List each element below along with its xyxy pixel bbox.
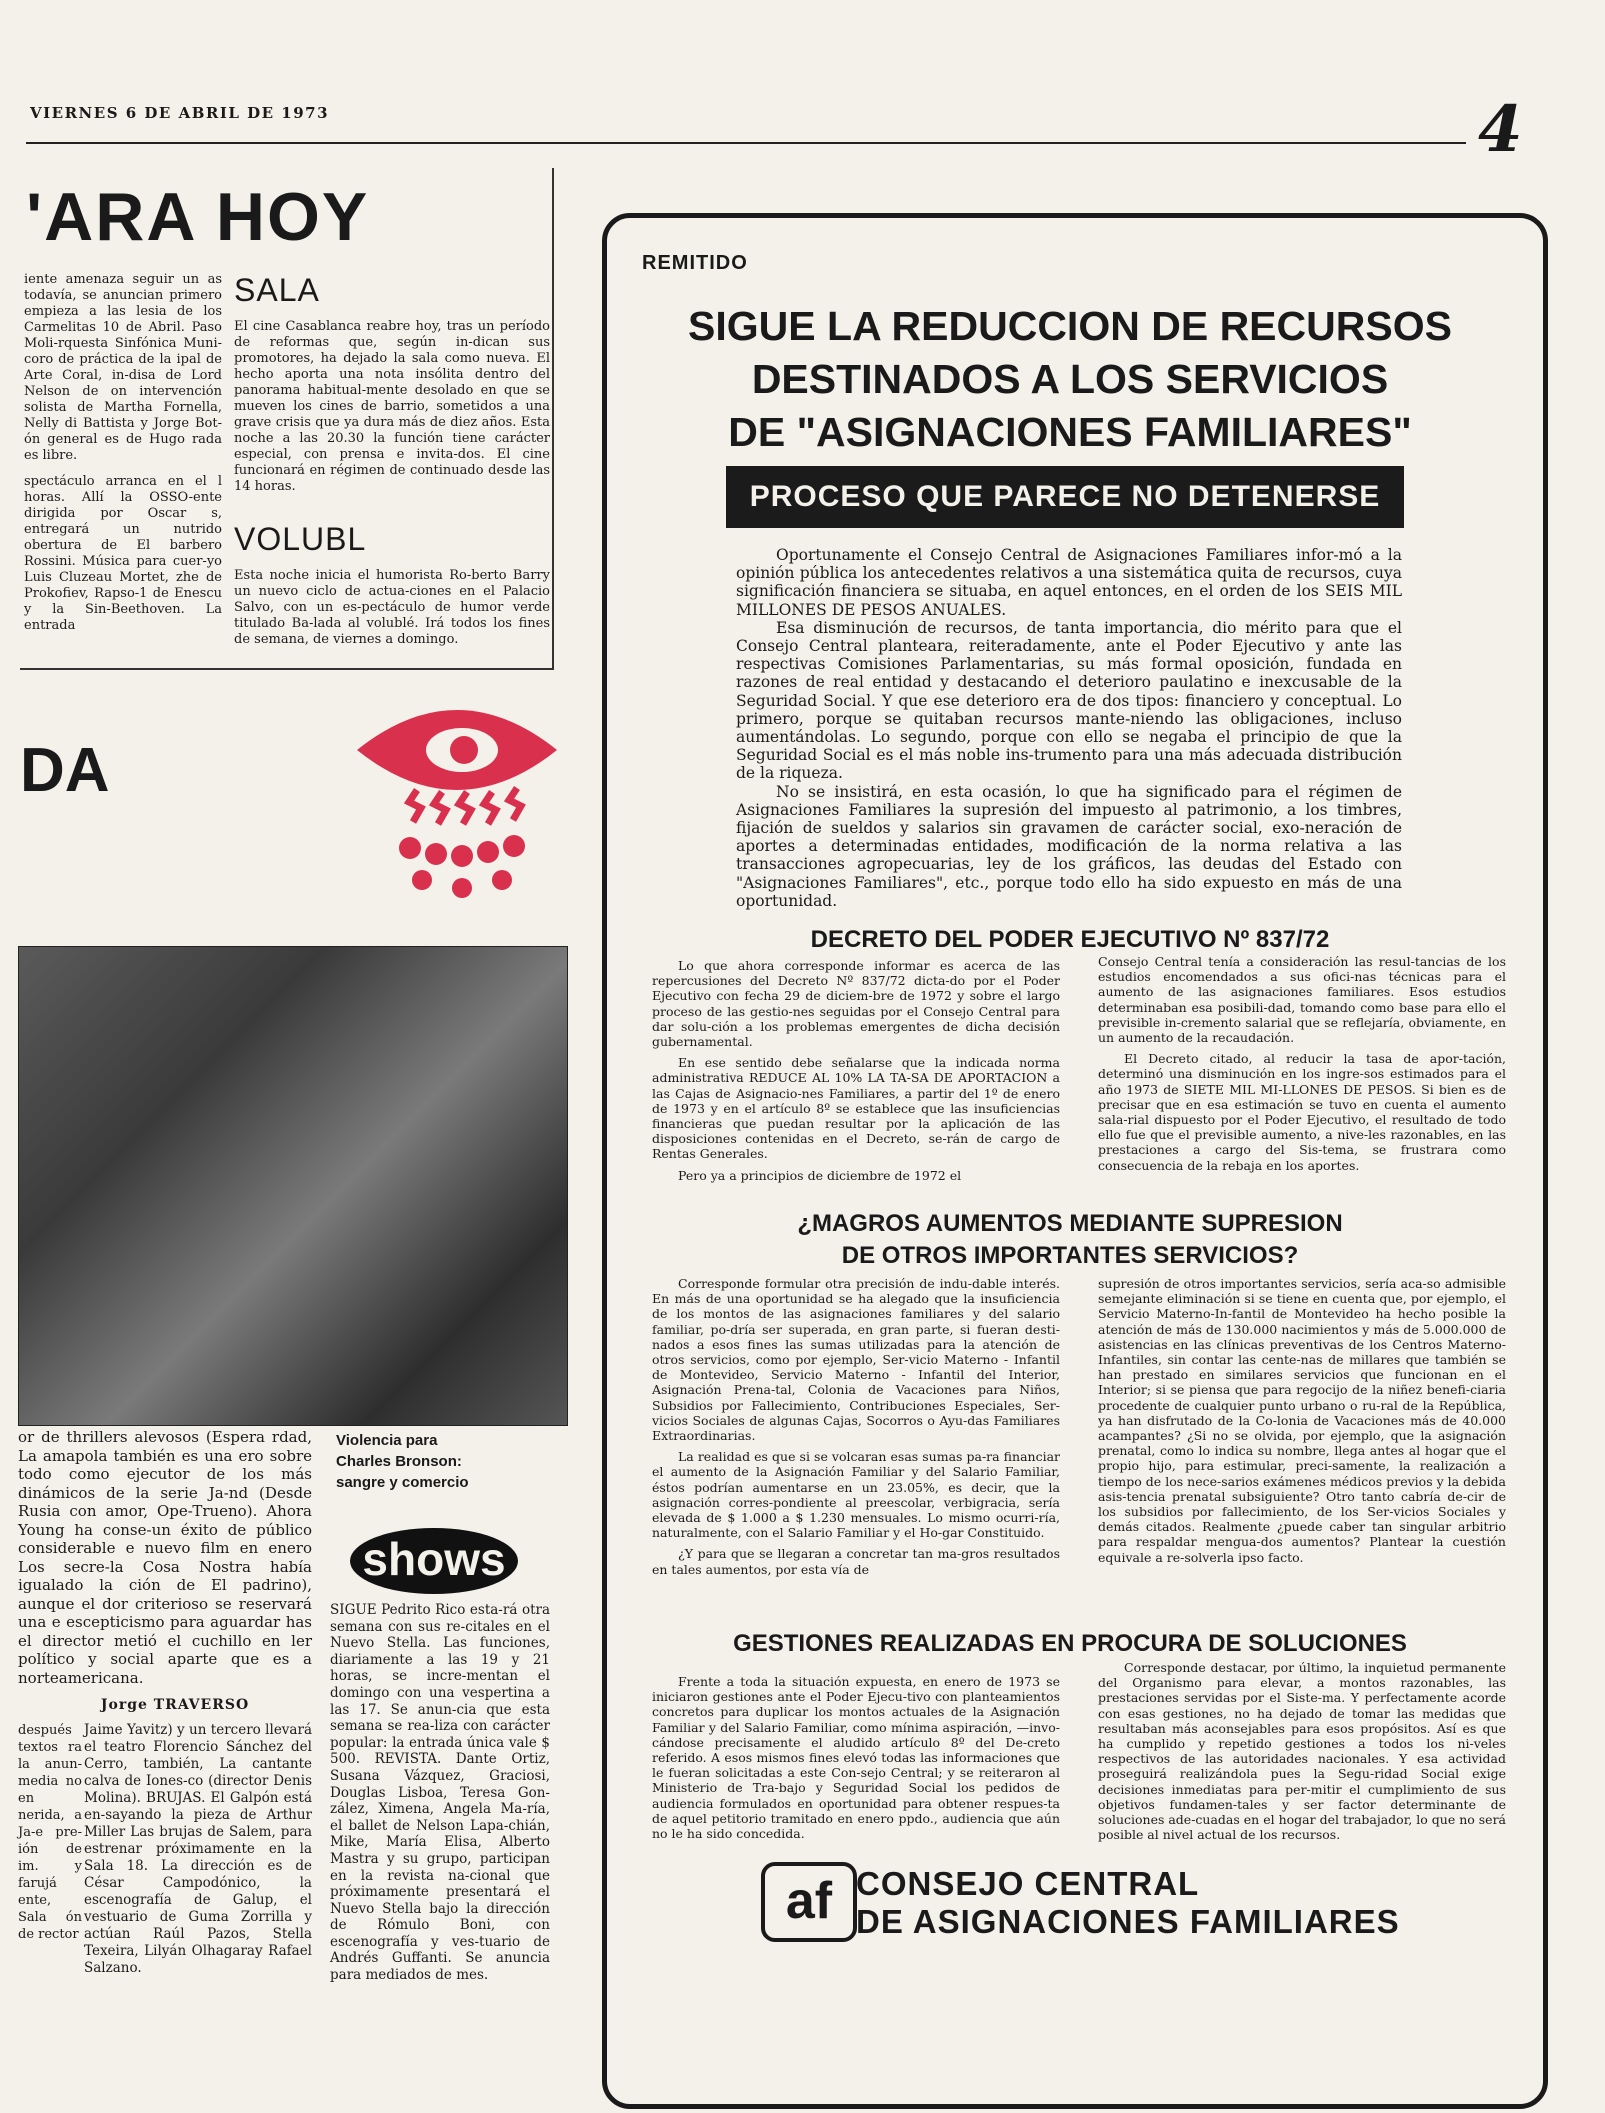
- intro-paragraph: Esa disminución de recursos, de tanta importancia, dio mérito para que el Consejo Central planteara, reiteradamente, ante el Poder Ejecutivo y ante las respectivas Comisiones Parlamentarias, su más formal oposición, fundada en razones de real entidad y destacando el deterioro paulatino e inexcusable de la Seguridad Social. Y que ese deterioro era de dos tipos: financiero y conceptual. Lo primero, porque se quitaban recursos mante-niendo las obligaciones, incluso aumentándolas. Lo segundo, porque con ello se negaba el principio de que la Seguridad Social es el más noble ins-trumento para una más adecuada distribución de la riqueza.: [736, 618, 1402, 783]
- intro-paragraph: Oportunamente el Consejo Central de Asignaciones Familiares infor-mó a la opinión pública los antecedentes relativos a una sistemática quita de recursos, cuya significación financiera se situaba, en aquel entonces, en el orden de los SEIS MIL MILLONES DE PESOS ANUALES.: [736, 546, 1402, 619]
- section-title-para-hoy: 'ARA HOY: [26, 179, 370, 255]
- body-paragraph: El Decreto citado, al reducir la tasa de apor-tación, determinó una disminución en los ingre-sos estimados para el año 1973 de SIETE MIL MI-LLONES DE PESOS. Si bien es de precisar que en esa estimación se tuvo en cuenta el aumento sala-rial dispuesto por el Poder Ejecutivo, el resultado de todo ello fue que el previsible aumento, a nive-les razonables, en las prestaciones a cargo del Sis-tema, se frustrara como consecuencia de la rebaja en los aportes.: [1098, 1051, 1506, 1173]
- eye-illustration-icon: [352, 680, 562, 905]
- header-rule: [26, 142, 1466, 144]
- fragment-text: después textos ra la anun-media no en nerida, a Ja-e pre-ión de im. y farujá ente, Sala ón de rector: [18, 1723, 82, 1942]
- organization-line: CONSEJO CENTRAL: [856, 1865, 1200, 1902]
- subhead-gestiones: GESTIONES REALIZADAS EN PROCURA DE SOLUCIONES: [733, 1630, 1407, 1657]
- shows-badge: shows: [350, 1528, 518, 1594]
- byline: Jorge TRAVERSO: [100, 1697, 250, 1713]
- film-review-column: [18, 1428, 312, 1687]
- af-logo: af: [761, 1862, 857, 1942]
- shows-column: [330, 1602, 550, 1984]
- agenda-column-1: [24, 272, 222, 634]
- film-review-text: or de thrillers alevosos (Espera rdad, La amapola también es una ero sobre todo como ejecutor de los más dinámicos de la serie Ja-nd (Desde Rusia con amor, Ope-Trueno). Ahora Young ha conse-un éxito de público considerable e nuevo film en enero Los secre-la Cosa Nostra había igualado la ción de El padrino), aunque el dor criterioso se reservará una e escepticismo para aguardar has el director metió el cuchillo en ler político y social aparte que es a norteamericana.: [18, 1428, 312, 1687]
- sala-heading: SALA: [234, 272, 320, 308]
- decreto-column-left: [652, 958, 1060, 1189]
- magros-column-right: [1098, 1276, 1506, 1571]
- magros-column-left: [652, 1276, 1060, 1583]
- remitido-label: REMITIDO: [642, 252, 748, 274]
- body-paragraph: Consejo Central tenía a consideración las resul-tancias de los estudios encomendados a sus ofici-nas técnicas para el aumento de las asignaciones familiares. Esos estudios determinaban esa posibili-dad, tomando como base para ello el previsible in-cremento salarial que se reflejaría, obviamente, en un aumento de la recaudación.: [1098, 954, 1506, 1046]
- gestiones-column-left: [652, 1674, 1060, 1847]
- volubl-heading: VOLUBL: [234, 521, 367, 557]
- body-paragraph: En ese sentido debe señalarse que la indicada norma administrativa REDUCE AL 10% LA TA-SA DE APORTACION a las Cajas de Asignacio-nes Familiares, a partir del 1º de enero de 1973 y en el artículo 8º se establece que las insuficiencias financieras que puedan resultar por la aplicación de las disposiciones contenidas en el Decreto, se-rán de cargo de Rentas Generales.: [652, 1055, 1060, 1162]
- gestiones-column-right: [1098, 1660, 1506, 1848]
- agenda-paragraph: spectáculo arranca en el l horas. Allí la OSSO-ente dirigida por Oscar s, entregará un nutrido obertura de El barbero Rossini. Música para cuer-yo Luis Cluzeau Mortet, zhe de Prokofiev, Rapso-1 de Enescu y la Sin-Beethoven. La entrada: [24, 474, 222, 633]
- page-number: 4: [1478, 92, 1523, 167]
- theatre-column: [84, 1722, 312, 1977]
- shows-text: SIGUE Pedrito Rico esta-rá otra semana con sus re-citales en el Nuevo Stella. Las funciones, diariamente a las 19 y 21 horas, se incre-mentan el domingo con una vespertina a las 17. Se anun-cia que esta semana se rea-liza con carácter popular: la entrada única vale $ 500. REVISTA. Dante Ortiz, Susana Vázquez, Graciosi, Douglas Lisboa, Teresa Gon-zález, Ximena, Angela Ma-ría, el ballet de Nelson Lapa-chián, Mike, María Elisa, Alberto Mastra y su grupo, participan en la revista na-cional que próximamente presentará el Nuevo Stella bajo la dirección de Rómulo Boni, con escenografía y ves-tuario de Andrés Guffanti. Se anuncia para mediados de mes.: [330, 1602, 550, 1984]
- section-title-da: DA: [20, 736, 110, 805]
- subhead-line: ¿MAGROS AUMENTOS MEDIANTE SUPRESION: [797, 1210, 1343, 1237]
- agenda-paragraph: iente amenaza seguir un as todavía, se anuncian primero empieza a las lesia de los Carmelitas 10 de Abril. Paso Moli-rquesta Sinfónica Muni-coro de práctica de la ipal de Arte Coral, in-disa de Lord Nelson de on intervención solista de Martha Fornella, Nelly di Battista y Jorge Bot-ón general es de Hugo rada es libre.: [24, 272, 222, 463]
- violencia-caption: Violencia para Charles Bronson: sangre y comercio: [336, 1432, 469, 1491]
- theatre-text: Jaime Yavitz) y un tercero llevará el teatro Florencio Sánchez del Cerro, también, La cantante calva de Iones-co (director Denis Molina). BRUJAS. El Galpón está en-sayando la pieza de Arthur Miller Las brujas de Salem, para estrenar próximamente en la Sala 18. La dirección es de César Campodónico, la escenografía de Galup, el vestuario de Guma Zorrilla y actúan Raúl Pazos, Stella Texeira, Lilyán Olhagaray Rafael Salzano.: [84, 1722, 312, 1976]
- agenda-column-2: [234, 272, 550, 648]
- subhead-line: DE OTROS IMPORTANTES SERVICIOS?: [841, 1242, 1299, 1269]
- title-line: SIGUE LA REDUCCION DE RECURSOS: [688, 303, 1452, 349]
- decreto-column-right: [1098, 954, 1506, 1179]
- fragment-column: [18, 1722, 82, 1943]
- body-paragraph: supresión de otros importantes servicios, sería aca-so admisible semejante eliminación si se tiene en cuenta que, por ejemplo, el Servicio Materno-In-fantil de Montevideo ha hecho posible la atención de más de 130.000 nacimientos y más de 5.000.000 de asistencias en las clínicas preventivas de los Centros Materno-Infantiles, sin contar las cente-nas de millares que también se han prestado en similares servicios que funcionan en el Interior; si se piensa que para regocijo de la niñez benefi-ciaria procedente de cualquier punto urbano o ru-ral de la República, ya han disfrutado de la Co-lonia de Vacaciones más de 40.000 acampantes? ¿Si no se olvida, por ejemplo, que la asignación prenatal, como lo indica su nombre, llega antes al hogar que el propio hijo, para estimular, preci-samente, la realización a tiempo de los nece-sarios exámenes médicos previos y la debida asis-tencia prenatal subsiguiente? Otro tanto cabría de-cir de los subsidios por fallecimiento, de los Ser-vicios Sociales y demás citados. Realmente ¿puede caber tan singular arbitrio para respaldar mengua-dos aumentos? Plantear la cuestión equivale a re-solverla ipso facto.: [1098, 1276, 1506, 1565]
- sala-text: El cine Casablanca reabre hoy, tras un período de reformas que, según in-dican sus promotores, ha dejado la sala como nueva. El hecho aporta una nota insólita dentro del panorama habitual-mente desolado en que se mueven los cines de barrio, sometidos a una grave crisis que ya dura más de diez años. Esta noche a las 20.30 la función tiene carácter especial, con prensa e invita-dos. El cine funcionará en régimen de continuado desde las 14 horas.: [234, 319, 550, 494]
- body-paragraph: La realidad es que si se volcaran esas sumas pa-ra financiar el aumento de la Asignación Familiar y del Salario Familiar, éstos podrían aumentarse en un 23.05%, es decir, que la asignación corres-pondiente al preescolar, verbigracia, sería elevada de $ 1.000 a $ 1.230 mensuales. Lo mismo ocurri-ría, naturalmente, con el Salario Familiar y el Ho-gar Constituido.: [652, 1449, 1060, 1541]
- film-still-photo: [18, 946, 568, 1426]
- intro-text: [736, 546, 1402, 910]
- organization-name: [856, 1865, 1400, 1941]
- title-line: DESTINADOS A LOS SERVICIOS: [751, 356, 1389, 402]
- body-paragraph: Frente a toda la situación expuesta, en enero de 1973 se iniciaron gestiones ante el Poder Ejecu-tivo con planteamientos concretos para duplicar los montos actuales de la Asignación Familiar y del Salario Familiar, como mínima aspiración, —invo-cándose precisamente el aludido artículo 8º del De-creto referido. A esos mismos fines elevó todas las informaciones que le fueran solicitadas a este Con-sejo Central; y se reiteraron al Ministerio de Tra-bajo y Seguridad Social los pedidos de audiencia formulados en oportunidad para obtener respues-ta de aquel petitorio tramitado en enero ppdo., audiencia que aún no le ha sido concedida.: [652, 1674, 1060, 1842]
- header-date: VIERNES 6 DE ABRIL DE 1973: [30, 104, 330, 122]
- body-paragraph: Corresponde formular otra precisión de indu-dable interés. En más de una oportunidad se ha alegado que la insuficiencia de los montos de las asignaciones familiares y del salario familiar, po-dría ser superada, en gran parte, si fueran desti-nados a esos fines las sumas utilizadas para la atención de otros servicios, como por ejemplo, Ser-vicio Materno - Infantil de Montevideo, Servicio Materno - Infantil del Interior, Asignación Prena-tal, Colonia de Vacaciones para Niños, Subsidios por Fallecimiento, Contribuciones Especiales, Ser-vicios Sociales de algunas Cajas, Socorros o Ayu-das Familiares Extraordinarias.: [652, 1276, 1060, 1444]
- body-paragraph: Lo que ahora corresponde informar es acerca de las repercusiones del Decreto Nº 837/72 dicta-do por el Poder Ejecutivo con fecha 29 de diciem-bre de 1972 y sobre el largo proceso de las gestio-nes seguidas por el Consejo Central para dar solu-ción a los problemas emergentes de dicha decisión gubernamental.: [652, 958, 1060, 1050]
- subtitle-banner: PROCESO QUE PARECE NO DETENERSE: [726, 466, 1404, 528]
- body-paragraph: Pero ya a principios de diciembre de 1972 el: [678, 1167, 962, 1183]
- subhead-decreto: DECRETO DEL PODER EJECUTIVO Nº 837/72: [810, 926, 1330, 953]
- subhead-magros: [640, 1208, 1500, 1272]
- body-paragraph: ¿Y para que se llegaran a concretar tan ma-gros resultados en tales aumentos, por esta vía de: [652, 1546, 1060, 1577]
- title-line: DE "ASIGNACIONES FAMILIARES": [728, 409, 1412, 455]
- volubl-text: Esta noche inicia el humorista Ro-berto Barry un nuevo ciclo de actua-ciones en el Palacio Salvo, con un es-pectáculo de humor verde titulado Ba-lada al volublé. Irá todos los fines de semana, de viernes a domingo.: [234, 568, 550, 647]
- body-paragraph: Corresponde destacar, por último, la inquietud permanente del Organismo para elevar, a montos razonables, las prestaciones servidas por el Siste-ma. Y perfectamente acorde con esas gestiones, no ha dejado de tomar las medidas que resultaban más aconsejables para esos propósitos. Así es que ha cumplido y repetido gestiones a todos los ni-veles respectivos de las autoridades nacionales. Y esa actividad proseguirá realizándola pues la Segu-ridad Social exige decisiones inmediatas para per-mitir el cumplimiento de sus objetivos fundamen-tales y ser factor determinante de soluciones ade-cuadas en el hogar del trabajador, lo que no será posible al nivel actual de los recursos.: [1098, 1660, 1506, 1843]
- remitido-title: [640, 300, 1500, 459]
- intro-paragraph: No se insistirá, en esta ocasión, lo que ha significado para el régimen de Asignaciones Familiares la supresión del impuesto al patrimonio, a los timbres, fijación de sueldos y salarios sin gravamen de carácter social, exo-neración de aportes a determinadas entidades, modificación de la norma relativa a las transacciones agropecuarias, ley de los gráficos, las deudas del Estado con "Asignaciones Familiares", etc., porque todo ello ha sido expuesto en más de una oportunidad.: [736, 782, 1402, 910]
- organization-line: DE ASIGNACIONES FAMILIARES: [856, 1903, 1400, 1940]
